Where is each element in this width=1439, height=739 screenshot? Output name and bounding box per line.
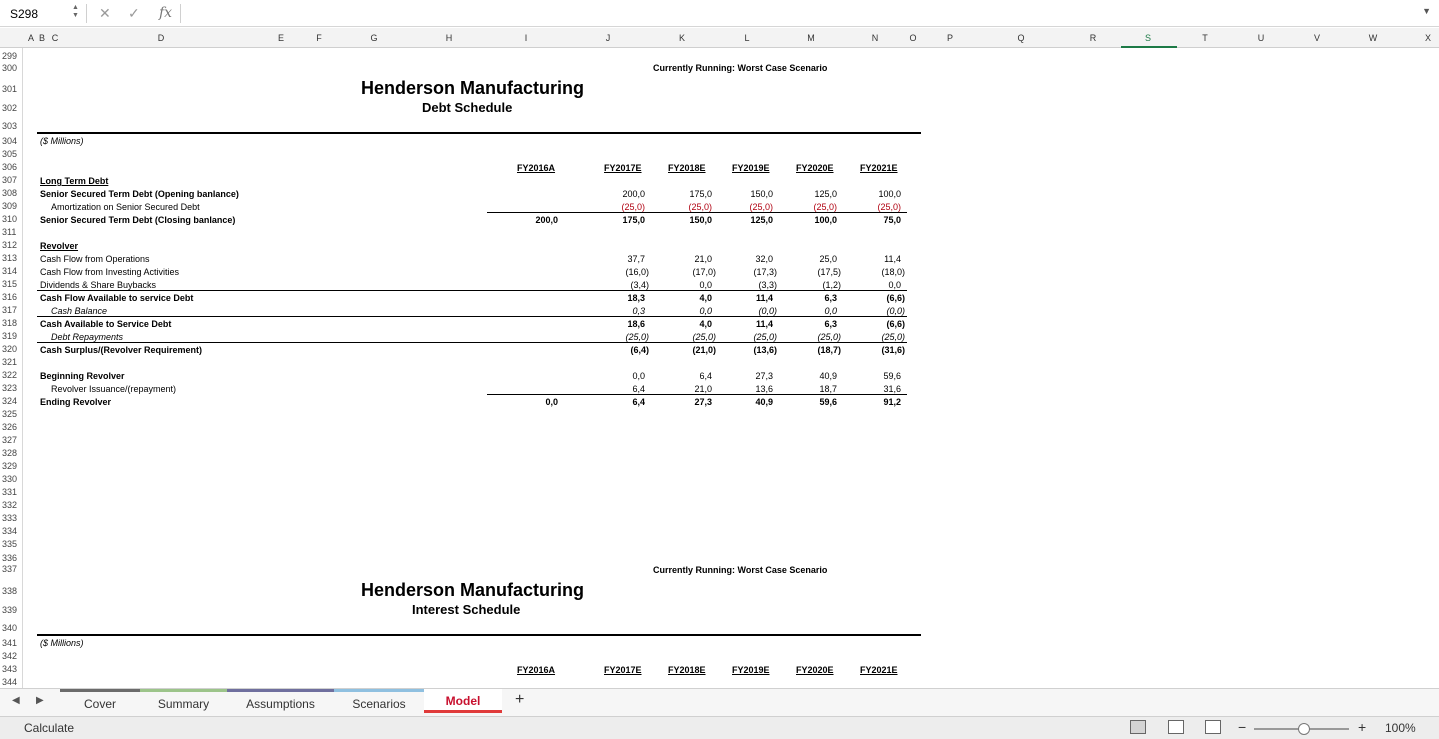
column-header[interactable]: N <box>871 33 879 43</box>
cell-value: 0,0 <box>824 306 837 316</box>
sheet-tab-bar <box>0 688 1439 716</box>
row-header[interactable]: 319 <box>2 331 18 341</box>
cell-value: 40,9 <box>819 371 837 381</box>
prev-sheet-icon[interactable]: ◀ <box>12 695 20 706</box>
row-header[interactable]: 339 <box>2 605 18 615</box>
cell-value: 25,0 <box>819 254 837 264</box>
cell-value: (25,0) <box>749 202 773 212</box>
cell-value: 32,0 <box>755 254 773 264</box>
year-header: FY2020E <box>796 665 834 675</box>
cell-value: (3,3) <box>758 280 777 290</box>
cell-value: 59,6 <box>883 371 901 381</box>
row-header[interactable]: 338 <box>2 586 18 596</box>
column-header[interactable]: U <box>1257 33 1265 43</box>
zoom-slider-handle[interactable] <box>1298 723 1310 735</box>
row-label: Cash Balance <box>51 306 108 316</box>
cell-value: 11,4 <box>755 293 773 303</box>
cell-value: 31,6 <box>883 384 901 394</box>
row-header[interactable]: 334 <box>2 526 18 536</box>
row-header[interactable]: 336 <box>2 553 18 563</box>
cell-value: (25,0) <box>881 332 905 342</box>
row-header[interactable]: 312 <box>2 240 18 250</box>
row-label: Senior Secured Term Debt (Opening banlance) <box>40 189 239 199</box>
cell-value: (25,0) <box>877 202 901 212</box>
cell-value: (16,0) <box>625 267 649 277</box>
cell-value: 150,0 <box>750 189 773 199</box>
year-header: FY2017E <box>604 665 642 675</box>
cell-value: (0,0) <box>758 306 777 316</box>
row-label: Ending Revolver <box>40 397 112 407</box>
cell-value: (6,4) <box>630 345 649 355</box>
schedule-subtitle: Interest Schedule <box>412 602 521 617</box>
row-header[interactable]: 318 <box>2 318 18 328</box>
row-header[interactable]: 341 <box>2 638 18 648</box>
normal-view-icon[interactable] <box>1130 720 1146 734</box>
row-header[interactable]: 305 <box>2 149 18 159</box>
enter-icon[interactable]: ✓ <box>128 5 140 21</box>
row-header[interactable]: 325 <box>2 409 18 419</box>
cell-value: (18,7) <box>817 345 841 355</box>
row-header[interactable]: 316 <box>2 292 18 302</box>
units-label: ($ Millions) <box>40 136 84 146</box>
row-label: Beginning Revolver <box>40 371 125 381</box>
year-header: FY2018E <box>668 163 706 173</box>
cell-value: (31,6) <box>881 345 905 355</box>
column-header[interactable]: F <box>316 33 322 43</box>
column-header[interactable]: H <box>445 33 453 43</box>
cell-value: 75,0 <box>883 215 901 225</box>
row-header[interactable]: 301 <box>2 84 18 94</box>
row-header[interactable]: 326 <box>2 422 18 432</box>
cell-value: (6,6) <box>886 293 905 303</box>
formula-bar <box>0 0 1439 27</box>
cell-value: (17,0) <box>692 267 716 277</box>
row-label: Cash Available to Service Debt <box>40 319 172 329</box>
row-header[interactable]: 327 <box>2 435 18 445</box>
cell-value: 200,0 <box>535 215 558 225</box>
cell-value: 21,0 <box>694 254 712 264</box>
column-header[interactable]: X <box>1424 33 1432 43</box>
year-header: FY2018E <box>668 665 706 675</box>
row-header[interactable]: 307 <box>2 175 18 185</box>
year-header: FY2016A <box>517 665 556 675</box>
cell-value: 18,6 <box>627 319 645 329</box>
subtotal-rule <box>37 290 907 291</box>
cancel-icon[interactable]: ✕ <box>99 5 111 21</box>
year-header: FY2016A <box>517 163 556 173</box>
subtotal-rule <box>37 316 907 317</box>
cell-value: (17,3) <box>753 267 777 277</box>
row-header[interactable]: 331 <box>2 487 18 497</box>
company-title: Henderson Manufacturing <box>361 580 585 600</box>
column-header[interactable]: K <box>678 33 686 43</box>
cell-value: 4,0 <box>699 319 712 329</box>
column-header[interactable]: E <box>277 33 285 43</box>
year-header: FY2019E <box>732 163 770 173</box>
cell-value: 37,7 <box>627 254 645 264</box>
cell-value: (25,0) <box>692 332 716 342</box>
row-header[interactable]: 313 <box>2 253 18 263</box>
divider <box>180 4 181 23</box>
column-header[interactable]: I <box>524 33 528 43</box>
scenario-label: Currently Running: Worst Case Scenario <box>653 63 828 73</box>
row-label: Revolver Issuance/(repayment) <box>51 384 177 394</box>
cell-value: 100,0 <box>814 215 837 225</box>
column-header[interactable]: G <box>370 33 378 43</box>
cell-value: (25,0) <box>817 332 841 342</box>
cell-value: 175,0 <box>622 215 645 225</box>
row-header[interactable]: 324 <box>2 396 18 406</box>
row-header[interactable]: 333 <box>2 513 18 523</box>
cell-value: (18,0) <box>881 267 905 277</box>
column-header[interactable]: R <box>1089 33 1097 43</box>
section-rule <box>37 634 921 636</box>
company-title: Henderson Manufacturing <box>361 78 585 98</box>
row-header[interactable]: 342 <box>2 651 18 661</box>
cell-value: (21,0) <box>692 345 716 355</box>
row-header[interactable]: 306 <box>2 162 18 172</box>
row-header[interactable]: 314 <box>2 266 18 276</box>
cell-value: 6,4 <box>699 371 712 381</box>
cell-value: 13,6 <box>755 384 773 394</box>
cell-value: 6,4 <box>632 397 645 407</box>
cell-value: 4,0 <box>699 293 712 303</box>
cell-value: (25,0) <box>813 202 837 212</box>
row-header[interactable]: 344 <box>2 677 18 687</box>
cell-value: 200,0 <box>622 189 645 199</box>
year-header: FY2020E <box>796 163 834 173</box>
subtotal-rule <box>37 342 907 343</box>
row-header[interactable]: 317 <box>2 305 18 315</box>
column-header[interactable]: L <box>744 33 750 43</box>
row-label: Cash Flow Available to service Debt <box>40 293 194 303</box>
add-sheet-button[interactable]: + <box>515 691 525 708</box>
units-label: ($ Millions) <box>40 638 84 648</box>
row-header[interactable]: 332 <box>2 500 18 510</box>
cell-value: 18,3 <box>627 293 645 303</box>
page-layout-view-icon[interactable] <box>1168 720 1184 734</box>
row-header[interactable]: 304 <box>2 136 18 146</box>
row-header[interactable]: 315 <box>2 279 18 289</box>
expand-formula-icon[interactable]: ▼ <box>1422 6 1431 16</box>
year-header: FY2021E <box>860 665 898 675</box>
row-label: Cash Flow from Investing Activities <box>40 267 180 277</box>
row-header[interactable]: 335 <box>2 539 18 549</box>
cell-value: 27,3 <box>694 397 712 407</box>
schedule-subtitle: Debt Schedule <box>422 100 513 115</box>
tab-model[interactable]: Model <box>424 689 502 713</box>
cell-value: 11,4 <box>884 254 901 264</box>
cell-value: 125,0 <box>814 189 837 199</box>
calc-mode-label: Calculate <box>24 721 75 735</box>
cell-value: (17,5) <box>817 267 841 277</box>
column-header-selected[interactable]: S <box>1144 33 1152 43</box>
cell-value: 91,2 <box>883 397 901 407</box>
cell-value: 0,0 <box>632 371 645 381</box>
row-header[interactable]: 321 <box>2 357 18 367</box>
cell-value: (13,6) <box>753 345 777 355</box>
column-header[interactable]: W <box>1368 33 1378 43</box>
row-header[interactable]: 320 <box>2 344 18 354</box>
column-header[interactable]: M <box>807 33 815 43</box>
cell-value: 100,0 <box>878 189 901 199</box>
row-header[interactable]: 323 <box>2 383 18 393</box>
selected-column-indicator <box>1121 46 1177 48</box>
row-header[interactable]: 340 <box>2 623 18 633</box>
row-header[interactable]: 337 <box>2 564 18 574</box>
row-header[interactable]: 302 <box>2 103 18 113</box>
tab-cover[interactable]: Cover <box>60 689 140 713</box>
status-bar <box>0 716 1439 739</box>
scenario-label: Currently Running: Worst Case Scenario <box>653 565 828 575</box>
tab-assumptions[interactable]: Assumptions <box>227 689 334 713</box>
section-header: Revolver <box>40 241 79 251</box>
column-header[interactable]: C <box>51 33 59 43</box>
cell-value: 175,0 <box>689 189 712 199</box>
name-box-stepper-icon[interactable]: ▲ ▼ <box>72 4 79 19</box>
row-header[interactable]: 329 <box>2 461 18 471</box>
column-header[interactable]: J <box>605 33 611 43</box>
tab-scenarios[interactable]: Scenarios <box>334 689 424 713</box>
column-header[interactable]: T <box>1202 33 1208 43</box>
name-box[interactable]: S298 <box>4 3 84 23</box>
column-headers <box>0 28 1439 48</box>
subtotal-rule <box>487 394 907 395</box>
row-header[interactable]: 299 <box>2 51 18 61</box>
section-rule <box>37 132 921 134</box>
row-header[interactable]: 322 <box>2 370 18 380</box>
row-label: Cash Surplus/(Revolver Requirement) <box>40 345 203 355</box>
cell-value: (25,0) <box>621 202 645 212</box>
cell-value: 150,0 <box>689 215 712 225</box>
cell-value: 6,3 <box>824 319 837 329</box>
cell-value: (3,4) <box>630 280 649 290</box>
column-header[interactable]: V <box>1313 33 1321 43</box>
cell-value: 21,0 <box>694 384 712 394</box>
cell-value: 0,0 <box>888 280 901 290</box>
cell-value: 6,4 <box>632 384 645 394</box>
row-header[interactable]: 308 <box>2 188 18 198</box>
column-header[interactable]: B <box>38 33 46 43</box>
column-header[interactable]: Q <box>1017 33 1025 43</box>
row-header[interactable]: 311 <box>2 227 17 237</box>
cell-value: 59,6 <box>819 397 837 407</box>
cell-value: (25,0) <box>753 332 777 342</box>
page-break-view-icon[interactable] <box>1205 720 1221 734</box>
divider <box>86 4 87 23</box>
row-label: Debt Repayments <box>51 332 124 342</box>
year-header: FY2021E <box>860 163 898 173</box>
year-header: FY2017E <box>604 163 642 173</box>
column-header[interactable]: A <box>27 33 35 43</box>
row-header[interactable]: 310 <box>2 214 18 224</box>
cell-value: (6,6) <box>886 319 905 329</box>
row-header[interactable]: 300 <box>2 63 18 73</box>
section-header: Long Term Debt <box>40 176 109 186</box>
zoom-in-button[interactable]: + <box>1358 719 1367 735</box>
cell-value: (1,2) <box>822 280 841 290</box>
year-header: FY2019E <box>732 665 770 675</box>
cell-value: 11,4 <box>755 319 773 329</box>
row-label: Dividends & Share Buybacks <box>40 280 157 290</box>
zoom-level[interactable]: 100% <box>1385 721 1416 735</box>
row-header[interactable]: 330 <box>2 474 18 484</box>
column-header[interactable]: D <box>157 33 165 43</box>
zoom-out-button[interactable]: − <box>1238 719 1247 735</box>
cell-value: (25,0) <box>625 332 649 342</box>
row-headers <box>0 48 23 688</box>
row-header[interactable]: 328 <box>2 448 18 458</box>
cell-value: 125,0 <box>750 215 773 225</box>
column-header[interactable]: P <box>946 33 954 43</box>
cell-value: 18,7 <box>819 384 837 394</box>
row-header[interactable]: 309 <box>2 201 18 211</box>
cell-value: 40,9 <box>755 397 773 407</box>
function-icon[interactable]: fx <box>159 5 173 21</box>
row-label: Cash Flow from Operations <box>40 254 150 264</box>
cell-value: 0,0 <box>545 397 558 407</box>
cell-value: 0,3 <box>632 306 645 316</box>
row-header[interactable]: 303 <box>2 121 18 131</box>
next-sheet-icon[interactable]: ▶ <box>36 695 44 706</box>
cell-value: (0,0) <box>886 306 905 316</box>
column-header[interactable]: O <box>909 33 917 43</box>
row-header[interactable]: 343 <box>2 664 18 674</box>
row-label: Amortization on Senior Secured Debt <box>51 202 200 212</box>
tab-summary[interactable]: Summary <box>140 689 227 713</box>
cell-value: 6,3 <box>824 293 837 303</box>
cell-value: (25,0) <box>688 202 712 212</box>
subtotal-rule <box>487 212 907 213</box>
cell-value: 0,0 <box>699 280 712 290</box>
cell-value: 0,0 <box>699 306 712 316</box>
row-label: Senior Secured Term Debt (Closing banlance) <box>40 215 236 225</box>
cell-value: 27,3 <box>755 371 773 381</box>
